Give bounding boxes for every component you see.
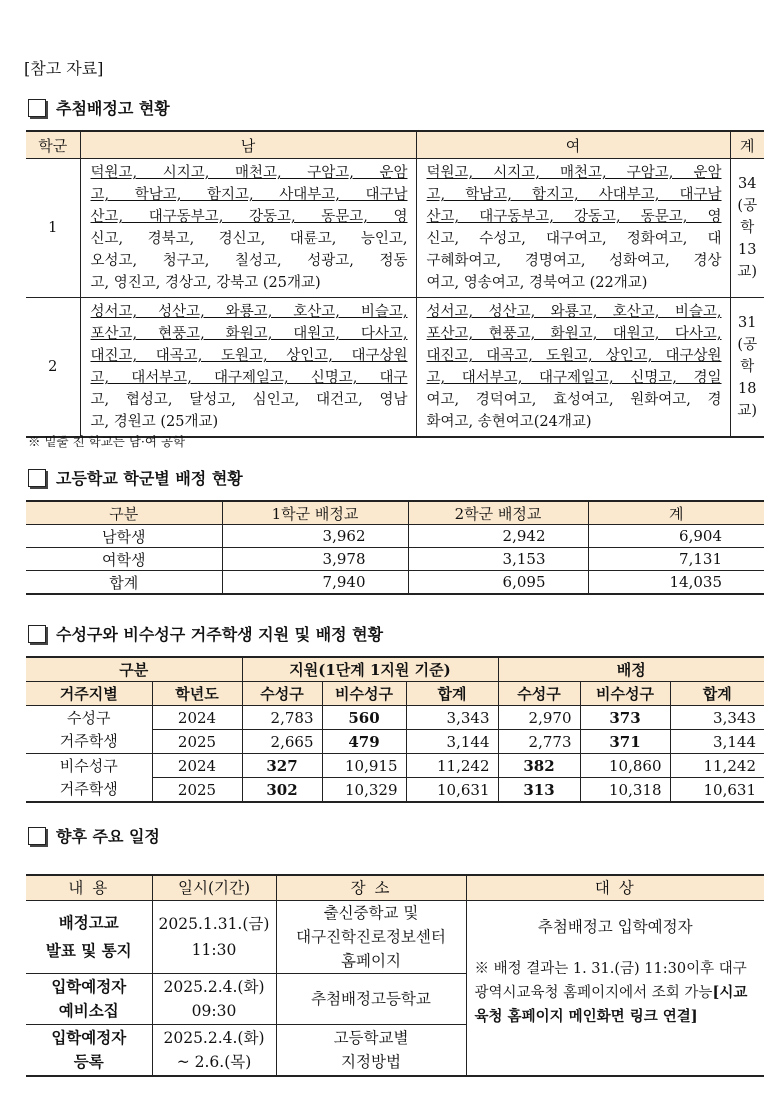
table-row bbox=[26, 298, 764, 438]
value-cell: 3,962 bbox=[222, 525, 408, 548]
date-cell bbox=[152, 974, 276, 1025]
value-cell: 2,942 bbox=[408, 525, 588, 548]
place-cell bbox=[276, 974, 466, 1025]
section-residence-application bbox=[28, 622, 383, 645]
school-line: 고, 협성고, 달성고, 심인고, 대건고, 영남 bbox=[90, 392, 408, 408]
table-row bbox=[26, 901, 764, 974]
value-cell: 3,978 bbox=[222, 548, 408, 571]
header-cell: 수성구 bbox=[242, 682, 322, 706]
value-cell: 14,035 bbox=[588, 571, 764, 595]
date-line: ~ 2.6.(목) bbox=[176, 1053, 252, 1071]
header-cell: 일시(기간) bbox=[152, 875, 276, 901]
school-line: 고, 경원고 (25개교) bbox=[90, 414, 219, 430]
row-label: 합계 bbox=[26, 571, 222, 595]
section-title: 고등학교 학군별 배정 현황 bbox=[56, 469, 243, 488]
value-cell: 10,915 bbox=[322, 754, 406, 778]
lottery-schools-table bbox=[26, 130, 764, 438]
value-cell: 3,343 bbox=[670, 706, 764, 730]
header-cell: 구분 bbox=[26, 657, 242, 682]
school-line: 덕원고, 시지고, 매천고, 구암고, 운암 bbox=[426, 165, 722, 181]
total-cell bbox=[730, 298, 764, 438]
header-cell: 학군 bbox=[26, 131, 80, 159]
year-cell: 2024 bbox=[152, 754, 242, 778]
date-cell bbox=[152, 1025, 276, 1077]
header-cell: 거주지별 bbox=[26, 682, 152, 706]
value-cell: 373 bbox=[580, 706, 670, 730]
checkbox-bullet-icon bbox=[28, 469, 46, 487]
table-header-row bbox=[26, 131, 764, 159]
coed-label: (공학 bbox=[737, 337, 758, 375]
school-line: 성서고, 성산고, 와룡고, 호산고, 비슬고, bbox=[426, 304, 722, 320]
value-cell: 3,144 bbox=[406, 730, 498, 754]
place-cell bbox=[276, 901, 466, 974]
table-row bbox=[26, 571, 764, 595]
value-cell: 10,329 bbox=[322, 778, 406, 803]
table-row bbox=[26, 548, 764, 571]
underline-note: ※ 밑줄 친 학교는 남·여 공학 bbox=[28, 434, 186, 449]
content-cell bbox=[26, 901, 152, 974]
school-line: 고, 영진고, 경상고, 강북고 (25개교) bbox=[90, 275, 321, 291]
table-header-row bbox=[26, 657, 764, 682]
school-line: 포산고, 현풍고, 화원고, 대원고, 다사고, bbox=[90, 326, 408, 342]
content-line: 예비소집 bbox=[58, 1001, 119, 1020]
header-cell: 합계 bbox=[670, 682, 764, 706]
header-cell: 1학군 배정교 bbox=[222, 501, 408, 525]
district-number: 1 bbox=[26, 159, 80, 298]
value-cell: 3,144 bbox=[670, 730, 764, 754]
school-line: 산고, 대구동부고, 강동고, 동문고, 영 bbox=[426, 209, 722, 225]
residence-application-table bbox=[26, 656, 764, 803]
school-line: 여고, 영송여고, 경북여고 (22개교) bbox=[426, 275, 648, 291]
target-main: 추첨배정고 입학예정자 bbox=[537, 918, 693, 936]
header-cell: 계 bbox=[588, 501, 764, 525]
school-line: 구혜화여고, 경명여고, 성화여고, 경상 bbox=[426, 253, 722, 269]
male-schools-cell bbox=[80, 298, 416, 438]
date-line: 11:30 bbox=[191, 941, 237, 959]
reference-label: [참고 자료] bbox=[24, 59, 104, 78]
header-cell: 지원(1단계 1지원 기준) bbox=[242, 657, 498, 682]
section-lottery-schools bbox=[28, 96, 170, 119]
checkbox-bullet-icon bbox=[28, 99, 46, 117]
male-schools-cell bbox=[80, 159, 416, 298]
residence-label bbox=[26, 754, 152, 803]
date-line: 09:30 bbox=[191, 1002, 237, 1020]
value-cell: 10,318 bbox=[580, 778, 670, 803]
coed-label: (공학 bbox=[737, 198, 758, 236]
content-cell bbox=[26, 974, 152, 1025]
header-cell: 수성구 bbox=[498, 682, 580, 706]
table-row bbox=[26, 754, 764, 778]
place-line: 추첨배정고등학교 bbox=[311, 990, 431, 1008]
value-cell: 479 bbox=[322, 730, 406, 754]
residence-label-line: 비수성구 bbox=[59, 756, 118, 775]
content-line: 입학예정자 bbox=[51, 977, 127, 996]
target-note bbox=[467, 951, 765, 1035]
residence-label-line: 수성구 bbox=[67, 708, 111, 727]
place-line: 홈페이지 bbox=[341, 952, 401, 970]
value-cell: 2,970 bbox=[498, 706, 580, 730]
header-cell: 내 용 bbox=[26, 875, 152, 901]
school-line: 고, 대서부고, 대구제일고, 신명고, 대구 bbox=[90, 370, 408, 386]
value-cell: 2,665 bbox=[242, 730, 322, 754]
school-line: 여고, 경덕여고, 효성여고, 원화여고, 경 bbox=[426, 392, 722, 408]
header-cell: 비수성구 bbox=[322, 682, 406, 706]
schedule-table bbox=[26, 874, 764, 1077]
school-line: 성서고, 성산고, 와룡고, 호산고, 비슬고, bbox=[90, 304, 408, 320]
row-label: 남학생 bbox=[26, 525, 222, 548]
coed-count: 18교) bbox=[737, 381, 758, 419]
total-count: 34 bbox=[738, 176, 757, 192]
row-label: 여학생 bbox=[26, 548, 222, 571]
content-line: 등록 bbox=[73, 1052, 104, 1071]
header-cell: 합계 bbox=[406, 682, 498, 706]
header-cell: 배정 bbox=[498, 657, 764, 682]
district-assignment-table bbox=[26, 500, 764, 595]
value-cell: 11,242 bbox=[406, 754, 498, 778]
header-cell: 학년도 bbox=[152, 682, 242, 706]
section-title: 수성구와 비수성구 거주학생 지원 및 배정 현황 bbox=[56, 625, 384, 644]
header-cell: 2학군 배정교 bbox=[408, 501, 588, 525]
value-cell: 7,940 bbox=[222, 571, 408, 595]
female-schools-cell bbox=[416, 159, 730, 298]
value-cell: 10,631 bbox=[406, 778, 498, 803]
date-line: 2025.2.4.(화) bbox=[163, 978, 265, 996]
target-note-link-text: [시교육청 홈페이지 메인화면 링크 연결] bbox=[474, 984, 748, 1025]
value-cell: 11,242 bbox=[670, 754, 764, 778]
school-line: 덕원고, 시지고, 매천고, 구암고, 운암 bbox=[90, 165, 408, 181]
place-line: 지정방법 bbox=[341, 1053, 401, 1071]
checkbox-bullet-icon bbox=[28, 625, 46, 643]
section-schedule bbox=[28, 824, 160, 847]
year-cell: 2025 bbox=[152, 778, 242, 803]
total-count: 31 bbox=[738, 315, 757, 331]
school-line: 고, 학남고, 함지고, 사대부고, 대구남 bbox=[426, 187, 722, 203]
value-cell: 2,773 bbox=[498, 730, 580, 754]
header-cell: 계 bbox=[730, 131, 764, 159]
table-header-row bbox=[26, 875, 764, 901]
value-cell: 3,153 bbox=[408, 548, 588, 571]
value-cell: 3,343 bbox=[406, 706, 498, 730]
header-cell: 남 bbox=[80, 131, 416, 159]
value-cell: 313 bbox=[498, 778, 580, 803]
school-line: 산고, 대구동부고, 강동고, 동문고, 영 bbox=[90, 209, 408, 225]
header-cell: 여 bbox=[416, 131, 730, 159]
section-district-assignment bbox=[28, 466, 243, 489]
content-line: 발표 및 통지 bbox=[45, 941, 132, 960]
place-cell bbox=[276, 1025, 466, 1077]
value-cell: 382 bbox=[498, 754, 580, 778]
residence-label-line: 거주학생 bbox=[59, 731, 118, 750]
header-cell: 비수성구 bbox=[580, 682, 670, 706]
section-title: 추첨배정고 현황 bbox=[56, 99, 170, 118]
header-cell: 구분 bbox=[26, 501, 222, 525]
content-cell bbox=[26, 1025, 152, 1077]
coed-count: 13교) bbox=[737, 242, 758, 280]
year-cell: 2025 bbox=[152, 730, 242, 754]
place-line: 고등학교별 bbox=[333, 1029, 409, 1047]
table-header-row bbox=[26, 682, 764, 706]
value-cell: 10,631 bbox=[670, 778, 764, 803]
school-line: 포산고, 현풍고, 화원고, 대원고, 다사고, bbox=[426, 326, 722, 342]
value-cell: 6,095 bbox=[408, 571, 588, 595]
school-line: 신고, 경북고, 경신고, 대륜고, 능인고, bbox=[90, 231, 408, 247]
value-cell: 6,904 bbox=[588, 525, 764, 548]
school-line: 오성고, 청구고, 칠성고, 성광고, 정동 bbox=[90, 253, 408, 269]
content-line: 배정고교 bbox=[58, 913, 119, 932]
place-line: 대구진학진로정보센터 bbox=[296, 928, 446, 946]
content-line: 입학예정자 bbox=[51, 1028, 127, 1047]
header-cell: 대 상 bbox=[466, 875, 764, 901]
target-note-text: ※ 배정 결과는 1. 31.(금) 11:30이후 대구광역시교육청 홈페이지에서 조회 가능 bbox=[474, 961, 747, 1001]
value-cell: 560 bbox=[322, 706, 406, 730]
value-cell: 2,783 bbox=[242, 706, 322, 730]
place-line: 출신중학교 및 bbox=[323, 904, 419, 922]
school-line: 대진고, 대곡고, 도원고, 상인고, 대구상원 bbox=[90, 348, 408, 364]
value-cell: 7,131 bbox=[588, 548, 764, 571]
value-cell: 10,860 bbox=[580, 754, 670, 778]
table-row bbox=[26, 525, 764, 548]
date-cell bbox=[152, 901, 276, 974]
value-cell: 302 bbox=[242, 778, 322, 803]
female-schools-cell bbox=[416, 298, 730, 438]
district-number: 2 bbox=[26, 298, 80, 438]
checkbox-bullet-icon bbox=[28, 827, 46, 845]
residence-label bbox=[26, 706, 152, 754]
total-cell bbox=[730, 159, 764, 298]
school-line: 고, 학남고, 함지고, 사대부고, 대구남 bbox=[90, 187, 408, 203]
table-row bbox=[26, 706, 764, 730]
school-line: 고, 대서부고, 대구제일고, 신명고, 경일 bbox=[426, 370, 722, 386]
residence-label-line: 거주학생 bbox=[59, 779, 118, 798]
school-line: 신고, 수성고, 대구여고, 정화여고, 대 bbox=[426, 231, 722, 247]
school-line: 대진고, 대곡고, 도원고, 상인고, 대구상원 bbox=[426, 348, 722, 364]
date-line: 2025.1.31.(금) bbox=[158, 915, 270, 933]
target-cell bbox=[466, 901, 764, 1077]
header-cell: 장 소 bbox=[276, 875, 466, 901]
school-line: 화여고, 송현여고(24개교) bbox=[426, 414, 592, 430]
year-cell: 2024 bbox=[152, 706, 242, 730]
date-line: 2025.2.4.(화) bbox=[163, 1029, 265, 1047]
table-header-row bbox=[26, 501, 764, 525]
section-title: 향후 주요 일정 bbox=[56, 827, 160, 846]
value-cell: 371 bbox=[580, 730, 670, 754]
value-cell: 327 bbox=[242, 754, 322, 778]
table-row bbox=[26, 159, 764, 298]
